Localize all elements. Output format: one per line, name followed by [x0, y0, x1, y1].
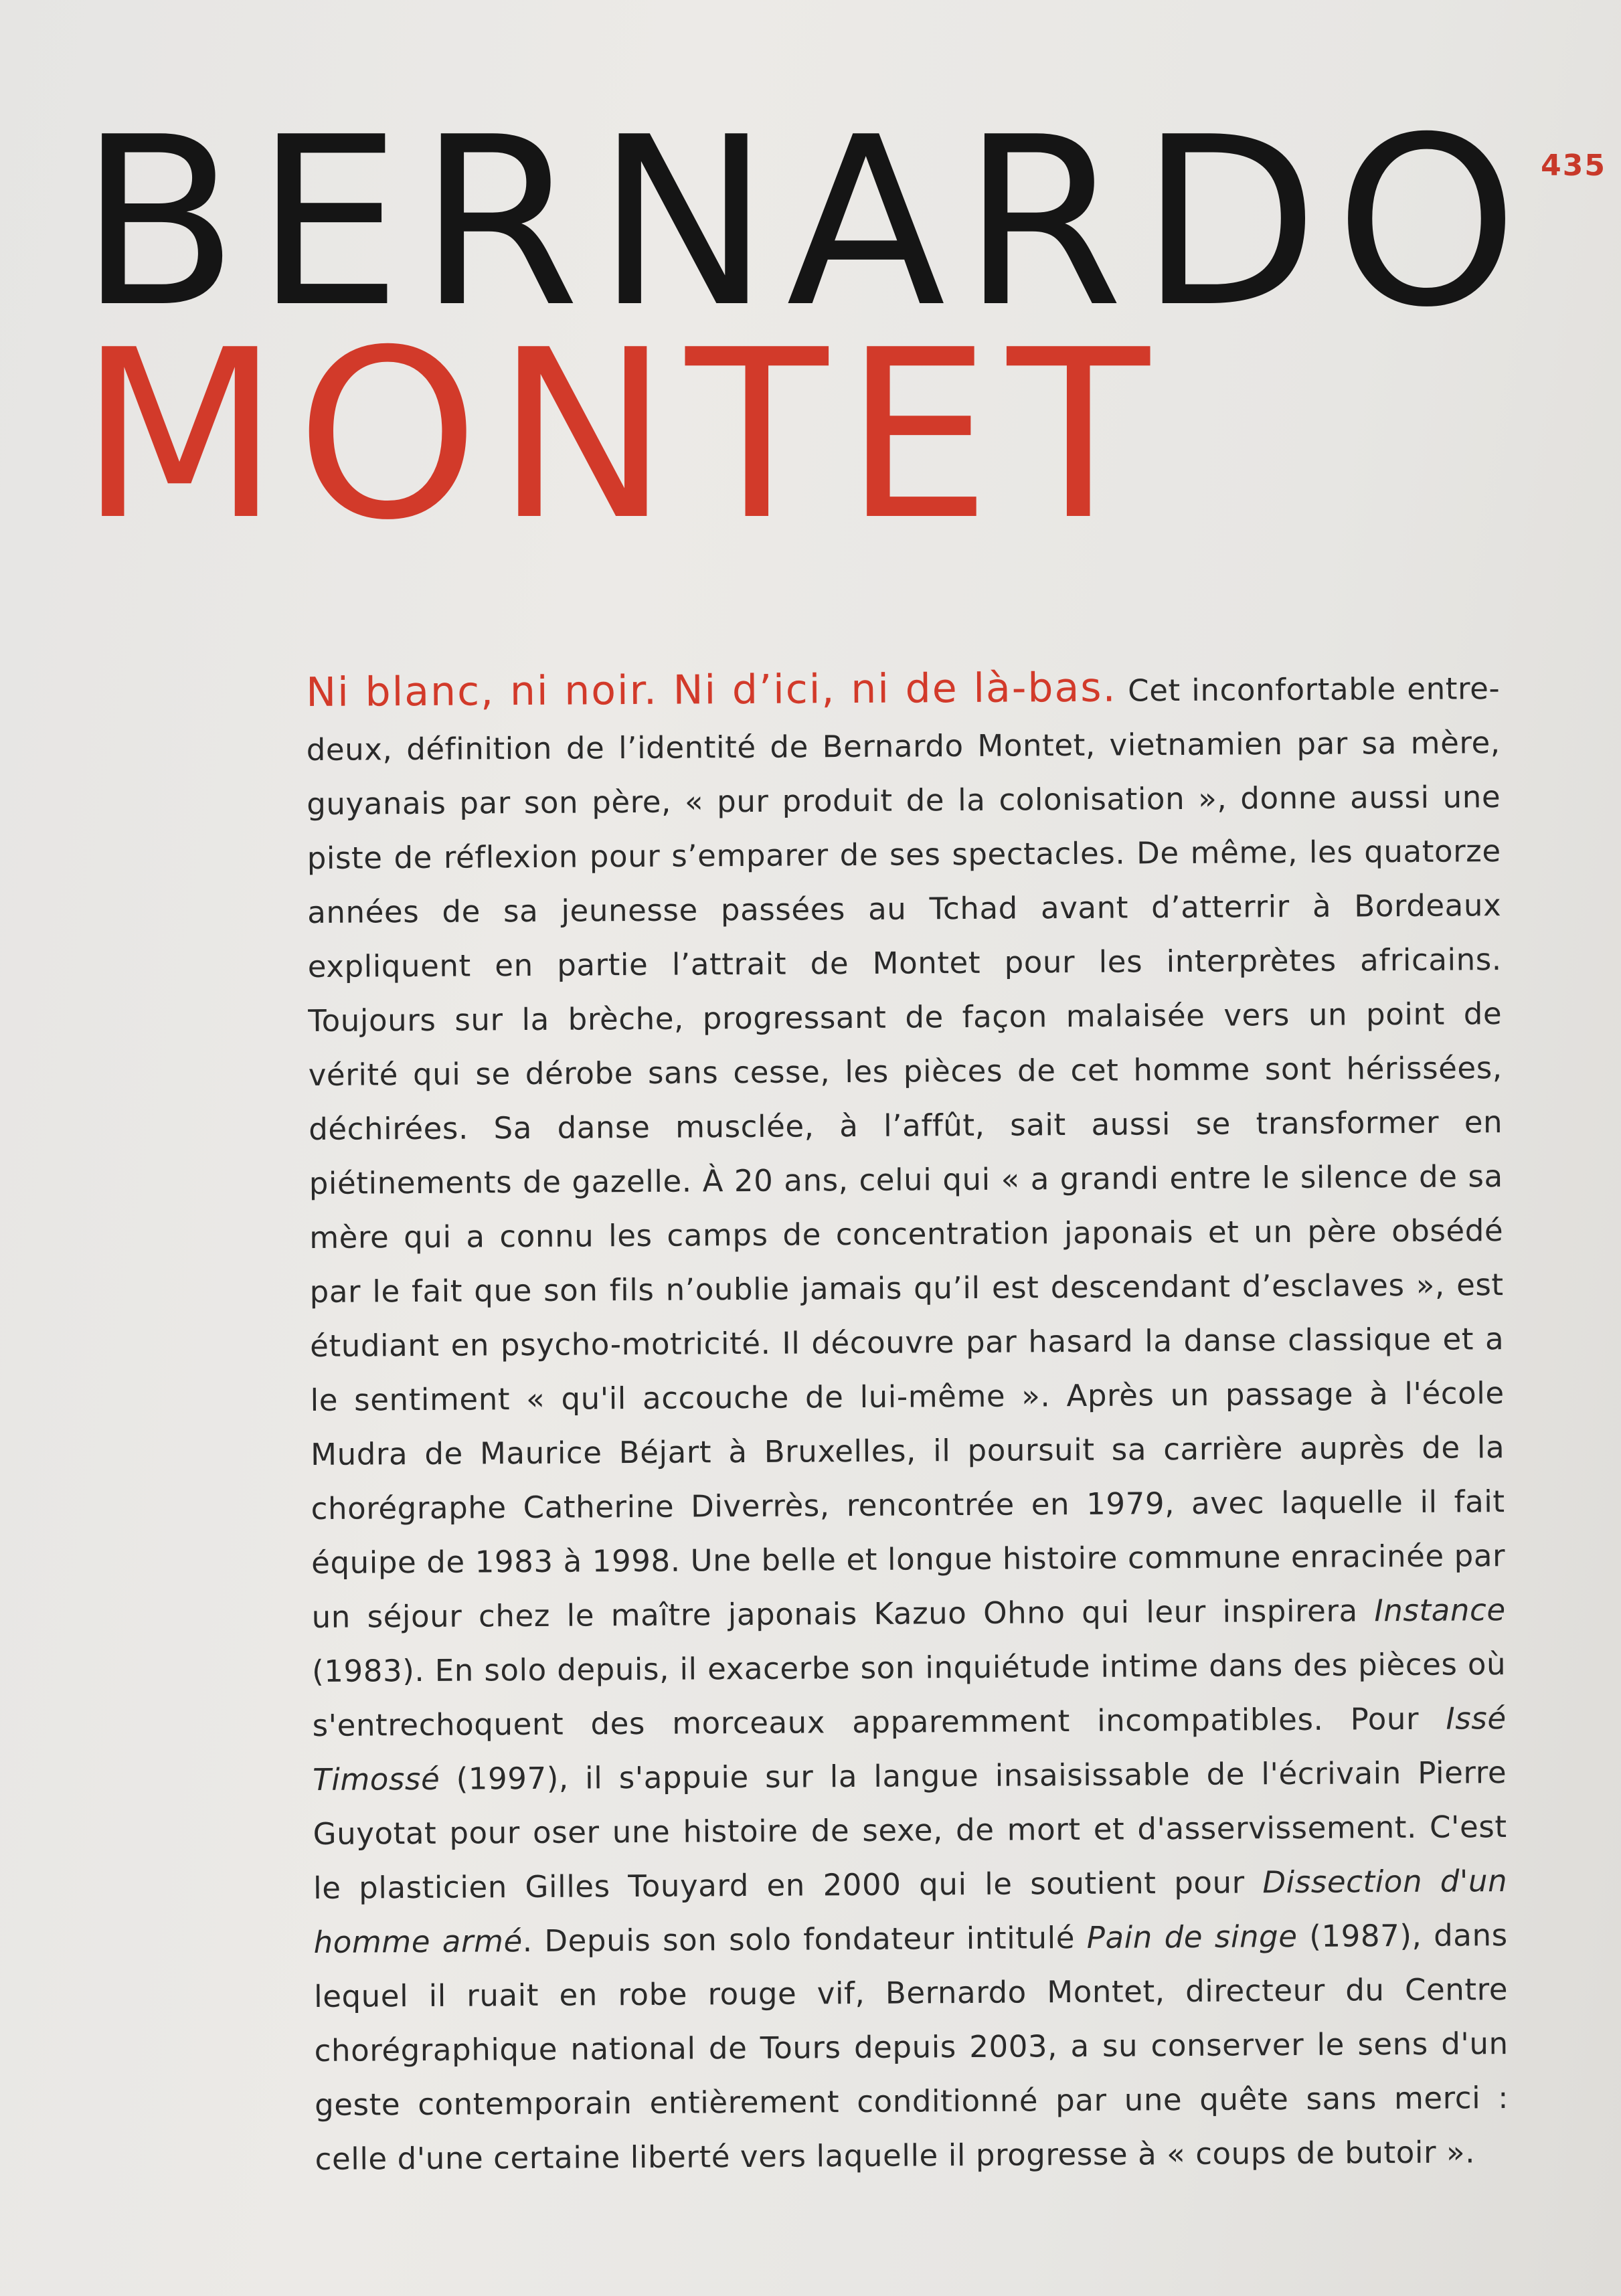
article-text-3: (1997), il s'appuie sur la langue insaisissable de l'écrivain Pierre Guyotat pour oser une histoire de sexe, de mort et d'asservissement. C'est le plasticien Gilles Touyard en 2000 qui le soutient pour	[313, 1755, 1507, 1906]
page-number: 435	[1541, 149, 1606, 183]
work-title-isse-timosse: Issé Timossé	[313, 1700, 1507, 1797]
title-first-name: BERNARDO	[79, 88, 1535, 359]
article-text-5: (1987), dans lequel il ruait en robe rouge vif, Bernardo Montet, directeur du Centre chorégraphique national de Tours depuis 2003, a su conserver le sens d'un geste contemporain entièrement conditionné par une quête sans merci : celle d'une certaine liberté vers laquelle il progresse à « coups de butoir ».	[313, 1917, 1509, 2177]
work-title-pain-de-singe: Pain de singe	[1086, 1918, 1298, 1955]
article-text-4: . Depuis son solo fondateur intitulé	[522, 1920, 1076, 1959]
article-text-2: (1983). En solo depuis, il exacerbe son inquiétude intime dans des pièces où s'entrechoquent des morceaux apparemment incompatibles. Pour	[312, 1646, 1507, 1743]
article-text-1: Cet inconfortable entre-deux, définition de l’identité de Bernardo Montet, vietnamien par sa mère, guyanais par son père, « pur produit de la colonisation », donne aussi une piste de réflexion pour s’emparer de ses spectacles. De même, les quatorze années de sa jeunesse passées au Tchad avant d’atterrir à Bordeaux expliquent en partie l’attrait de Montet pour les interprètes africains. Toujours sur la brèche, progressant de façon malaisée vers un point de vérité qui se dérobe sans cesse, les pièces de cet homme sont hérissées, déchirées. Sa danse musclée, à l’affût, sait aussi se transformer en piétinements de gazelle. À 20 ans, celui qui « a grandi entre le silence de sa mère qui a connu les camps de concentration japonais et un père obsédé par le fait que son fils n’oublie jamais qu’il est descendant d’esclaves », est étudiant en psycho-motricité. Il découvre par hasard la danse classique et a le sentiment « qu'il accouche de lui-même ». Après un passage à l'école Mudra de Maurice Béjart à Bruxelles, il poursuit sa carrière auprès de la chorégraphe Catherine Diverrès, rencontrée en 1979, avec laquelle il fait équipe de 1983 à 1998. Une belle et longue histoire commune enracinée par un séjour chez le maître japonais Kazuo Ohno qui leur inspirera	[306, 671, 1506, 1635]
article-lead: Ni blanc, ni noir. Ni d’ici, ni de là-bas.	[306, 664, 1117, 716]
work-title-instance: Instance	[1374, 1592, 1506, 1629]
page-title	[79, 88, 1535, 571]
work-title-dissection: Dissection d'un homme armé	[313, 1863, 1508, 1960]
title-last-name: MONTET	[79, 300, 1166, 571]
article-body	[306, 658, 1509, 2186]
